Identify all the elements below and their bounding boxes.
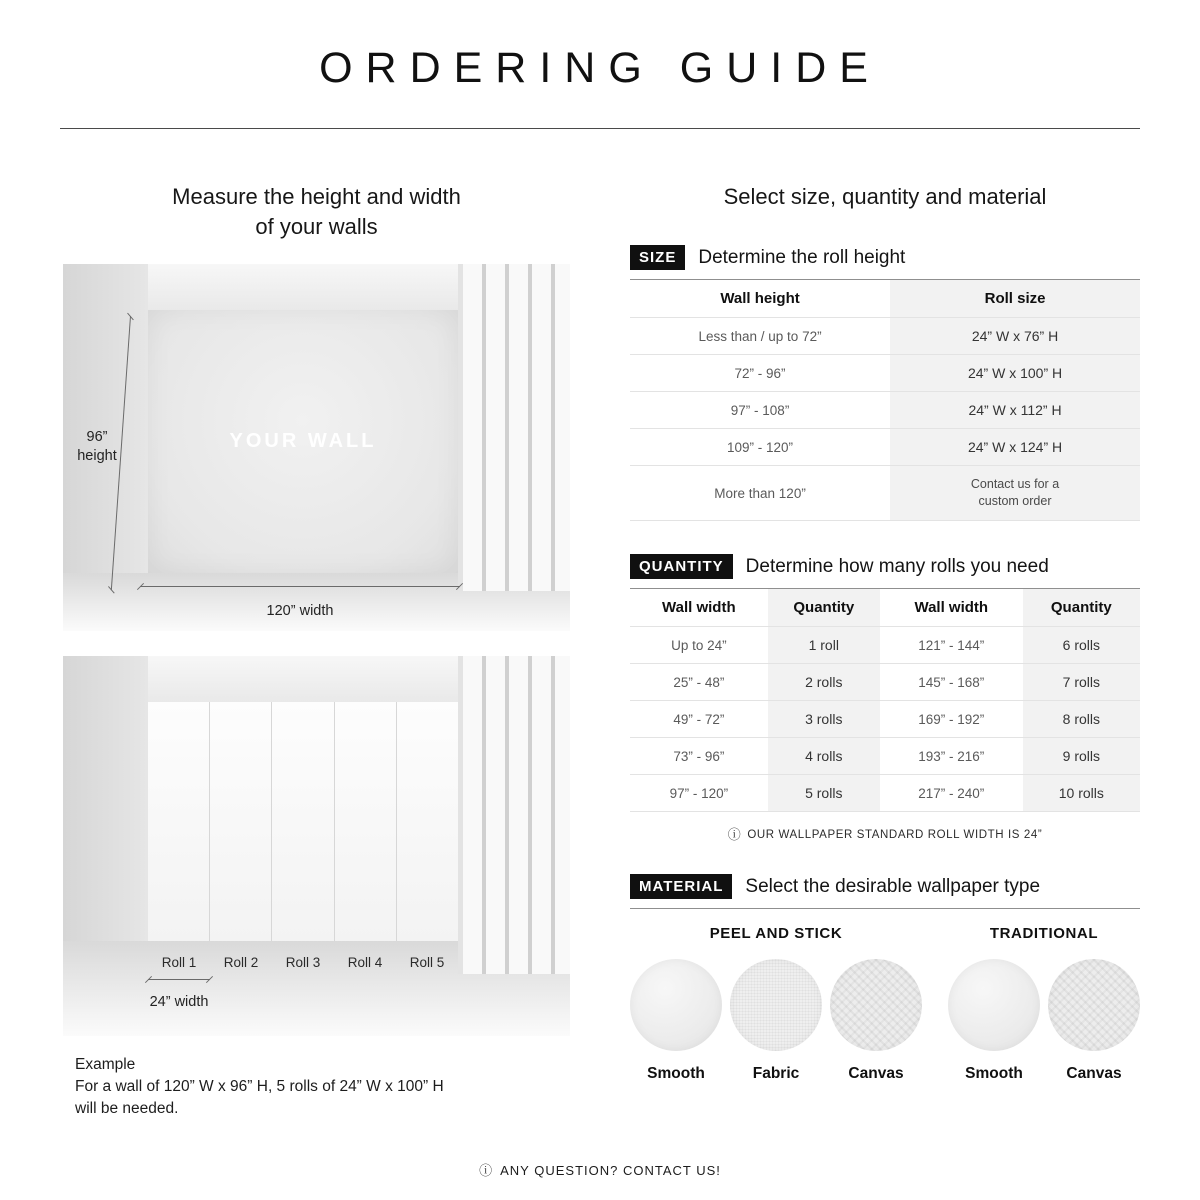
page-title: ORDERING GUIDE [319,44,881,92]
roll-panel-3 [272,702,334,941]
room-left-wall [63,656,148,941]
size-table-row [630,355,1140,392]
wall-width-cell: 217” - 240” [918,785,985,801]
canvas-texture-swatch [830,959,922,1051]
standard-roll-width-note [630,828,1140,841]
wall-height-cell: More than 120” [714,485,806,501]
size-section-header [630,245,1140,280]
size-table [630,280,1140,521]
wall-width-cell: 121” - 144” [918,637,985,653]
size-table-row [630,429,1140,466]
quantity-column-header: Quantity [1023,589,1140,626]
quantity-cell: 8 rolls [1023,701,1140,737]
room-rolls-illustration [63,656,570,1036]
measure-heading [63,170,570,243]
smooth-texture-swatch [948,959,1040,1051]
material-swatch [1048,959,1140,1083]
quantity-table-header-row [630,589,1140,627]
roll-labels-row [148,955,458,970]
example-line2: will be needed. [75,1099,179,1117]
wall-height-cell: 97” - 108” [730,402,790,418]
quantity-cell: 4 rolls [768,738,880,774]
room-left-wall [63,264,148,573]
your-wall-label: YOUR WALL [229,429,377,452]
roll-label-5: Roll 5 [409,954,445,970]
wall-height-word: height [77,447,117,464]
window-panes [458,264,570,591]
measure-heading-line2: of your walls [255,214,378,240]
width-dimension-arrow [140,586,460,587]
peel-and-stick-group [630,925,922,1083]
footer-text: ANY QUESTION? CONTACT US! [500,1163,721,1178]
wall-width-column-header: Wall width [914,599,989,617]
select-column [630,170,1140,1083]
custom-order-text: Contact us for a custom order [970,477,1060,509]
roll-panel-1 [148,702,210,941]
quantity-cell: 9 rolls [1023,738,1140,774]
material-swatch [630,959,722,1083]
quantity-table-row [630,627,1140,664]
material-subtitle: Select the desirable wallpaper type [745,875,1041,897]
material-swatch [830,959,922,1083]
traditional-swatches [948,959,1140,1083]
smooth-texture-swatch [630,959,722,1051]
roll-size-cell: 24” W x 112” H [890,392,1140,428]
measure-column [63,170,570,1120]
roll-size-column-header: Roll size [890,280,1140,317]
footer-contact [0,1163,1200,1178]
wall-width-cell: 73” - 96” [673,748,725,764]
wall-height-value: 96” [86,428,108,445]
swatch-label: Smooth [965,1065,1023,1083]
material-badge: MATERIAL [630,874,732,899]
material-groups [630,925,1140,1083]
quantity-table-row [630,775,1140,812]
wall-width-cell: 25” - 48” [673,674,725,690]
swatch-label: Fabric [752,1065,800,1083]
size-table-row [630,318,1140,355]
swatch-label: Canvas [1066,1065,1122,1083]
size-table-row [630,392,1140,429]
quantity-table-row [630,664,1140,701]
quantity-table-row [630,738,1140,775]
wall-height-cell: 109” - 120” [727,439,794,455]
quantity-table [630,589,1140,812]
roll-size-cell: 24” W x 100” H [890,355,1140,391]
material-section-header [630,874,1140,909]
quantity-section [630,554,1140,841]
quantity-cell: 7 rolls [1023,664,1140,700]
roll-label-2: Roll 2 [223,954,259,970]
roll-panel-5 [397,702,458,941]
quantity-badge: QUANTITY [630,554,733,579]
wall-height-column-header: Wall height [720,290,800,308]
roll-size-cell [890,466,1140,520]
roll-panels [148,702,458,941]
size-section [630,245,1140,521]
quantity-cell: 5 rolls [768,775,880,811]
quantity-column-header: Quantity [768,589,880,626]
select-heading: Select size, quantity and material [723,184,1047,209]
swatch-label: Smooth [647,1065,705,1083]
wall-width-cell: 49” - 72” [673,711,725,727]
fabric-texture-swatch [730,959,822,1051]
wall-width-column-header: Wall width [662,599,736,617]
roll-size-cell: 24” W x 124” H [890,429,1140,465]
wall-height-label [65,428,129,466]
quantity-cell: 1 roll [768,627,880,663]
wall-width-cell: 169” - 192” [918,711,985,727]
title-divider [60,128,1140,129]
roll-panel-2 [210,702,272,941]
quantity-cell: 6 rolls [1023,627,1140,663]
size-badge: SIZE [630,245,685,270]
room-measure-illustration [63,264,570,631]
quantity-cell: 3 rolls [768,701,880,737]
wall-width-label: 120” width [266,602,334,619]
material-swatch [730,959,822,1083]
info-icon: ⓘ [479,1163,494,1178]
roll-label-4: Roll 4 [347,954,383,970]
quantity-cell: 10 rolls [1023,775,1140,811]
quantity-subtitle: Determine how many rolls you need [745,555,1049,577]
example-note [63,1054,570,1120]
canvas-texture-swatch [1048,959,1140,1051]
example-line1: For a wall of 120” W x 96” H, 5 rolls of 24” W x 100” H [75,1077,444,1095]
standard-roll-width-text: OUR WALLPAPER STANDARD ROLL WIDTH IS 24” [747,828,1043,841]
swatch-label: Canvas [848,1065,904,1083]
roll-width-label: 24” width [149,993,209,1010]
peel-and-stick-title: PEEL AND STICK [709,925,843,943]
material-section [630,874,1140,1083]
quantity-table-row [630,701,1140,738]
traditional-group [948,925,1140,1083]
size-table-header-row [630,280,1140,318]
size-subtitle: Determine the roll height [698,246,906,268]
wall-height-cell: 72” - 96” [734,365,786,381]
window-panes [458,656,570,974]
wall-width-cell: Up to 24” [671,637,727,653]
wall-height-cell: Less than / up to 72” [698,328,822,344]
material-swatch [948,959,1040,1083]
quantity-cell: 2 rolls [768,664,880,700]
wall-width-cell: 97” - 120” [669,785,729,801]
roll-label-3: Roll 3 [285,954,321,970]
quantity-section-header [630,554,1140,589]
size-table-row [630,466,1140,521]
example-title: Example [75,1055,136,1073]
roll-size-cell: 24” W x 76” H [890,318,1140,354]
wall-width-cell: 145” - 168” [918,674,985,690]
roll-label-1: Roll 1 [161,954,197,970]
wall-width-cell: 193” - 216” [918,748,985,764]
roll-panel-4 [335,702,397,941]
peel-and-stick-swatches [630,959,922,1083]
info-icon: ⓘ [727,827,742,843]
roll-width-dimension-arrow [148,979,210,980]
traditional-title: TRADITIONAL [989,925,1099,943]
measure-heading-line1: Measure the height and width [172,184,461,209]
